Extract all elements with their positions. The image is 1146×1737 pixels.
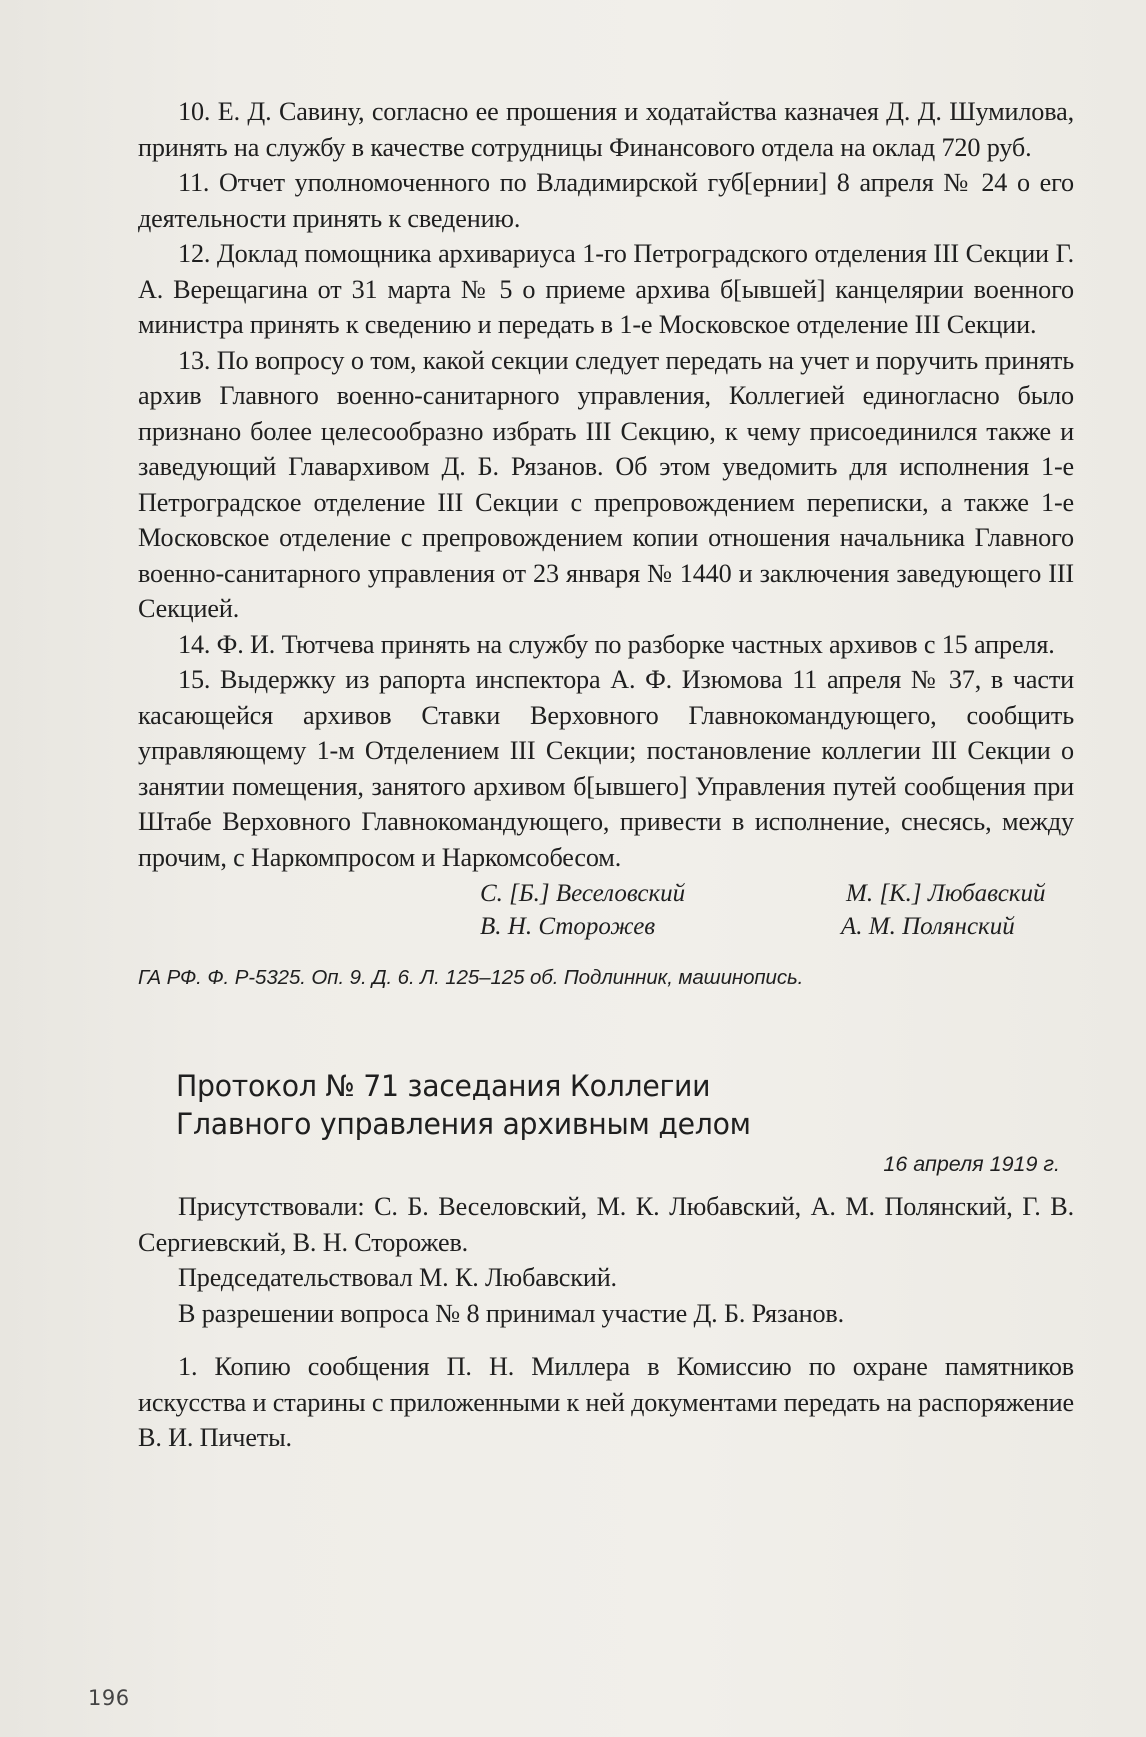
page-content <box>138 94 1074 1456</box>
protocol-item-1: 1. Копию сообщения П. Н. Миллера в Комиссию по охране памятников искусства и старины с приложенными к ней документами передать на распоряжение В. И. Пичеты. <box>138 1352 1074 1452</box>
signature-storozhev: В. Н. Сторожев <box>480 913 656 940</box>
paragraph-item-11: 11. Отчет уполномоченного по Владимирской губ[ернии] 8 апреля № 24 о его деятельности принять к сведению. <box>138 168 1074 233</box>
signature-polyansky: А. М. Полянский <box>841 913 1015 940</box>
page-number: 196 <box>88 1686 130 1710</box>
paragraph-item-12: 12. Доклад помощника архивариуса 1-го Петроградского отделения III Секции Г. А. Верещагина от 31 марта № 5 о приеме архива б[ывшей] канцелярии военного министра принять к сведению и передать в 1-е Московское отделение III Секции. <box>138 239 1074 339</box>
signature-veselovsky: С. [Б.] Веселовский <box>480 880 686 907</box>
protocol-participation: В разрешении вопроса № 8 принимал участие Д. Б. Рязанов. <box>178 1298 845 1328</box>
signature-lyubavsky: М. [К.] Любавский <box>846 880 1046 907</box>
archive-source-note: ГА РФ. Ф. Р-5325. Оп. 9. Д. 6. Л. 125–125 об. Подлинник, машинопись. <box>138 966 804 989</box>
paragraph-item-15: 15. Выдержку из рапорта инспектора А. Ф. Изюмова 11 апреля № 37, в части касающейся архивов Ставки Верховного Главнокомандующего, сообщить управляющему 1-м Отделением III Секции; постановление коллегии III Секции о занятии помещения, занятого архивом б[ывшего] Управления путей сообщения при Штабе Верховного Главнокомандующего, привести в исполнение, снесясь, между прочим, с Наркомпросом и Наркомсобесом. <box>138 665 1074 872</box>
protocol-date: 16 апреля 1919 г. <box>883 1152 1060 1176</box>
protocol-title-line-1: Протокол № 71 заседания Коллегии <box>176 1069 711 1103</box>
paragraph-item-10: 10. Е. Д. Савину, согласно ее прошения и ходатайства казначея Д. Д. Шумилова, принять на службу в качестве сотрудницы Финансового отдела на оклад 720 руб. <box>138 97 1074 162</box>
protocol-title-line-2: Главного управления архивным делом <box>176 1107 751 1141</box>
protocol-attendance <box>138 1189 1074 1331</box>
paragraph-item-14: 14. Ф. И. Тютчева принять на службу по разборке частных архивов с 15 апреля. <box>178 629 1055 659</box>
signatures-block <box>138 877 1074 943</box>
protocol-title <box>176 1067 1038 1143</box>
protocol-present: Присутствовали: С. Б. Веселовский, М. К. Любавский, А. М. Полянский, Г. В. Сергиевский, В. Н. Сторожев. <box>138 1192 1074 1257</box>
protocol-chair: Председательствовал М. К. Любавский. <box>178 1263 617 1292</box>
paragraph-item-13: 13. По вопросу о том, какой секции следует передать на учет и поручить принять архив Главного военно-санитарного управления, Коллегией единогласно было признано более целесообразно избрать III Секцию, к чему присоединился также и заведующий Главархивом Д. Б. Рязанов. Об этом уведомить для исполнения 1-е Петроградское отделение III Секции с препровождением переписки, а также 1-е Московское отделение с препровождением копии отношения начальника Главного военно-санитарного управления от 23 января № 1440 и заключения заведующего III Секцией. <box>138 345 1074 623</box>
